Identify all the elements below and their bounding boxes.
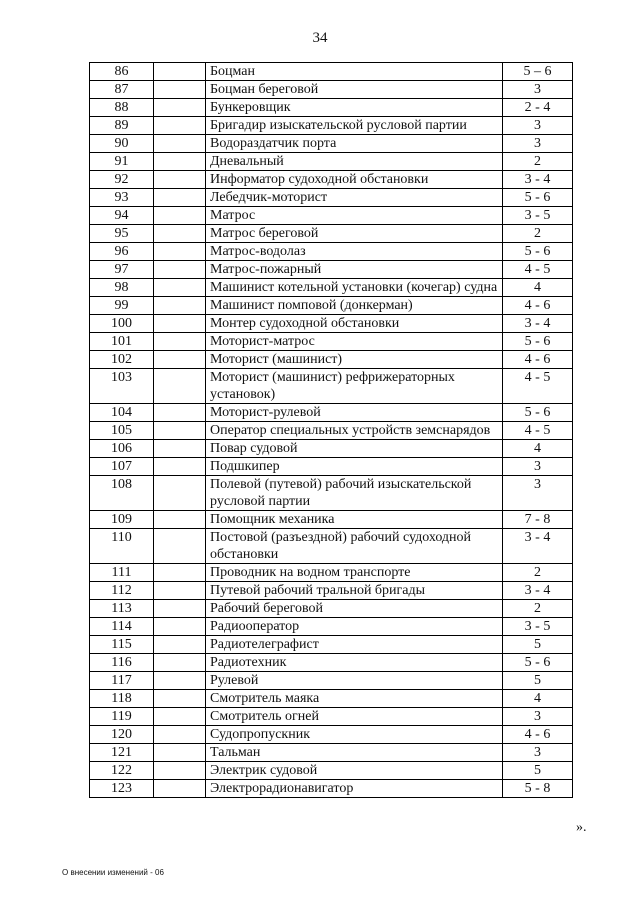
row-blank-cell	[154, 422, 206, 440]
row-number: 112	[90, 582, 154, 600]
row-category-range: 3	[503, 117, 573, 135]
row-blank-cell	[154, 207, 206, 225]
row-occupation-name: Лебедчик-моторист	[206, 189, 503, 207]
row-occupation-name: Помощник механика	[206, 511, 503, 529]
row-blank-cell	[154, 780, 206, 798]
row-blank-cell	[154, 135, 206, 153]
table-row	[90, 440, 573, 458]
row-number: 98	[90, 279, 154, 297]
row-number: 88	[90, 99, 154, 117]
row-number: 97	[90, 261, 154, 279]
row-category-range: 5	[503, 672, 573, 690]
row-category-range: 4 - 5	[503, 422, 573, 440]
row-occupation-name: Моторист (машинист) рефрижераторных установок)	[206, 369, 503, 404]
table-row	[90, 369, 573, 404]
row-number: 116	[90, 654, 154, 672]
row-category-range: 4	[503, 440, 573, 458]
row-blank-cell	[154, 279, 206, 297]
row-occupation-name: Радиооператор	[206, 618, 503, 636]
row-number: 118	[90, 690, 154, 708]
table-row	[90, 726, 573, 744]
row-category-range: 2 - 4	[503, 99, 573, 117]
row-number: 91	[90, 153, 154, 171]
row-category-range: 3	[503, 708, 573, 726]
row-number: 114	[90, 618, 154, 636]
row-occupation-name: Матрос	[206, 207, 503, 225]
row-number: 108	[90, 476, 154, 511]
row-blank-cell	[154, 440, 206, 458]
row-number: 105	[90, 422, 154, 440]
closing-quote-mark: ».	[576, 820, 587, 835]
row-number: 106	[90, 440, 154, 458]
occupations-table-body	[90, 63, 573, 798]
row-blank-cell	[154, 225, 206, 243]
row-category-range: 5 - 6	[503, 189, 573, 207]
row-occupation-name: Смотритель огней	[206, 708, 503, 726]
table-row	[90, 600, 573, 618]
table-row	[90, 225, 573, 243]
row-occupation-name: Путевой рабочий тральной бригады	[206, 582, 503, 600]
row-blank-cell	[154, 564, 206, 582]
row-category-range: 3	[503, 458, 573, 476]
row-blank-cell	[154, 708, 206, 726]
table-row	[90, 351, 573, 369]
row-blank-cell	[154, 315, 206, 333]
row-number: 107	[90, 458, 154, 476]
row-occupation-name: Электрик судовой	[206, 762, 503, 780]
table-row	[90, 117, 573, 135]
table-row	[90, 63, 573, 81]
table-row	[90, 297, 573, 315]
row-category-range: 4 - 5	[503, 369, 573, 404]
page-number: 34	[312, 30, 328, 46]
row-blank-cell	[154, 171, 206, 189]
table-row	[90, 99, 573, 117]
table-row	[90, 529, 573, 564]
table-row	[90, 243, 573, 261]
row-blank-cell	[154, 654, 206, 672]
table-row	[90, 404, 573, 422]
row-category-range: 5 - 6	[503, 404, 573, 422]
row-category-range: 4 - 6	[503, 726, 573, 744]
table-row	[90, 690, 573, 708]
row-number: 87	[90, 81, 154, 99]
row-number: 121	[90, 744, 154, 762]
row-category-range: 4	[503, 690, 573, 708]
row-category-range: 5	[503, 636, 573, 654]
row-occupation-name: Смотритель маяка	[206, 690, 503, 708]
row-number: 86	[90, 63, 154, 81]
row-blank-cell	[154, 582, 206, 600]
row-occupation-name: Монтер судоходной обстановки	[206, 315, 503, 333]
row-category-range: 2	[503, 225, 573, 243]
row-occupation-name: Радиотелеграфист	[206, 636, 503, 654]
row-blank-cell	[154, 261, 206, 279]
row-blank-cell	[154, 153, 206, 171]
row-number: 103	[90, 369, 154, 404]
row-occupation-name: Машинист помповой (донкерман)	[206, 297, 503, 315]
row-number: 113	[90, 600, 154, 618]
row-number: 96	[90, 243, 154, 261]
row-occupation-name: Проводник на водном транспорте	[206, 564, 503, 582]
row-occupation-name: Повар судовой	[206, 440, 503, 458]
table-row	[90, 279, 573, 297]
row-number: 110	[90, 529, 154, 564]
row-number: 120	[90, 726, 154, 744]
row-category-range: 5 - 6	[503, 333, 573, 351]
row-occupation-name: Электрорадионавигатор	[206, 780, 503, 798]
row-blank-cell	[154, 243, 206, 261]
row-occupation-name: Радиотехник	[206, 654, 503, 672]
row-number: 99	[90, 297, 154, 315]
row-blank-cell	[154, 99, 206, 117]
row-number: 89	[90, 117, 154, 135]
row-blank-cell	[154, 117, 206, 135]
table-row	[90, 315, 573, 333]
row-category-range: 3	[503, 744, 573, 762]
row-category-range: 5 - 6	[503, 654, 573, 672]
row-category-range: 3 - 4	[503, 582, 573, 600]
table-row	[90, 762, 573, 780]
row-occupation-name: Матрос-водолаз	[206, 243, 503, 261]
row-occupation-name: Боцман береговой	[206, 81, 503, 99]
row-blank-cell	[154, 726, 206, 744]
row-occupation-name: Полевой (путевой) рабочий изыскательской русловой партии	[206, 476, 503, 511]
footer-document-label: О внесении изменений - 06	[62, 868, 164, 877]
row-category-range: 5	[503, 762, 573, 780]
table-row	[90, 564, 573, 582]
row-occupation-name: Машинист котельной установки (кочегар) судна	[206, 279, 503, 297]
row-blank-cell	[154, 672, 206, 690]
table-row	[90, 476, 573, 511]
row-category-range: 3 - 4	[503, 529, 573, 564]
row-number: 111	[90, 564, 154, 582]
row-number: 92	[90, 171, 154, 189]
row-occupation-name: Моторист-рулевой	[206, 404, 503, 422]
row-number: 109	[90, 511, 154, 529]
row-category-range: 3 - 4	[503, 315, 573, 333]
row-occupation-name: Судопропускник	[206, 726, 503, 744]
row-category-range: 4	[503, 279, 573, 297]
row-blank-cell	[154, 744, 206, 762]
row-category-range: 4 - 6	[503, 351, 573, 369]
row-number: 104	[90, 404, 154, 422]
row-occupation-name: Тальман	[206, 744, 503, 762]
row-blank-cell	[154, 511, 206, 529]
table-row	[90, 708, 573, 726]
row-number: 102	[90, 351, 154, 369]
row-blank-cell	[154, 369, 206, 404]
row-blank-cell	[154, 189, 206, 207]
row-blank-cell	[154, 63, 206, 81]
row-blank-cell	[154, 81, 206, 99]
row-number: 95	[90, 225, 154, 243]
row-category-range: 2	[503, 600, 573, 618]
row-number: 100	[90, 315, 154, 333]
row-number: 101	[90, 333, 154, 351]
table-row	[90, 458, 573, 476]
row-occupation-name: Моторист (машинист)	[206, 351, 503, 369]
row-blank-cell	[154, 351, 206, 369]
row-category-range: 5 – 6	[503, 63, 573, 81]
table-row	[90, 654, 573, 672]
row-number: 119	[90, 708, 154, 726]
row-number: 93	[90, 189, 154, 207]
row-number: 94	[90, 207, 154, 225]
row-blank-cell	[154, 529, 206, 564]
table-row	[90, 422, 573, 440]
row-occupation-name: Дневальный	[206, 153, 503, 171]
row-occupation-name: Информатор судоходной обстановки	[206, 171, 503, 189]
table-row	[90, 171, 573, 189]
row-number: 90	[90, 135, 154, 153]
row-occupation-name: Водораздатчик порта	[206, 135, 503, 153]
row-blank-cell	[154, 333, 206, 351]
row-occupation-name: Матрос-пожарный	[206, 261, 503, 279]
row-occupation-name: Моторист-матрос	[206, 333, 503, 351]
table-row	[90, 672, 573, 690]
table-row	[90, 744, 573, 762]
row-occupation-name: Рабочий береговой	[206, 600, 503, 618]
table-row	[90, 153, 573, 171]
row-blank-cell	[154, 618, 206, 636]
table-row	[90, 582, 573, 600]
row-blank-cell	[154, 404, 206, 422]
row-category-range: 5 - 6	[503, 243, 573, 261]
row-category-range: 3	[503, 81, 573, 99]
row-blank-cell	[154, 636, 206, 654]
row-occupation-name: Бункеровщик	[206, 99, 503, 117]
occupations-table	[89, 62, 573, 798]
table-row	[90, 207, 573, 225]
row-blank-cell	[154, 476, 206, 511]
row-category-range: 3 - 4	[503, 171, 573, 189]
row-occupation-name: Оператор специальных устройств земснарядов	[206, 422, 503, 440]
row-category-range: 3 - 5	[503, 618, 573, 636]
table-row	[90, 261, 573, 279]
row-occupation-name: Рулевой	[206, 672, 503, 690]
table-row	[90, 189, 573, 207]
row-occupation-name: Матрос береговой	[206, 225, 503, 243]
row-occupation-name: Боцман	[206, 63, 503, 81]
row-number: 117	[90, 672, 154, 690]
table-row	[90, 81, 573, 99]
row-blank-cell	[154, 762, 206, 780]
row-category-range: 5 - 8	[503, 780, 573, 798]
row-blank-cell	[154, 458, 206, 476]
row-category-range: 2	[503, 564, 573, 582]
row-occupation-name: Постовой (разъездной) рабочий судоходной обстановки	[206, 529, 503, 564]
table-row	[90, 511, 573, 529]
row-blank-cell	[154, 297, 206, 315]
table-row	[90, 636, 573, 654]
row-blank-cell	[154, 690, 206, 708]
row-category-range: 4 - 5	[503, 261, 573, 279]
row-blank-cell	[154, 600, 206, 618]
row-category-range: 2	[503, 153, 573, 171]
table-row	[90, 780, 573, 798]
row-number: 115	[90, 636, 154, 654]
row-category-range: 3 - 5	[503, 207, 573, 225]
table-row	[90, 333, 573, 351]
row-occupation-name: Бригадир изыскательской русловой партии	[206, 117, 503, 135]
row-number: 122	[90, 762, 154, 780]
row-occupation-name: Подшкипер	[206, 458, 503, 476]
row-number: 123	[90, 780, 154, 798]
row-category-range: 7 - 8	[503, 511, 573, 529]
row-category-range: 3	[503, 135, 573, 153]
table-row	[90, 618, 573, 636]
table-row	[90, 135, 573, 153]
row-category-range: 4 - 6	[503, 297, 573, 315]
row-category-range: 3	[503, 476, 573, 511]
